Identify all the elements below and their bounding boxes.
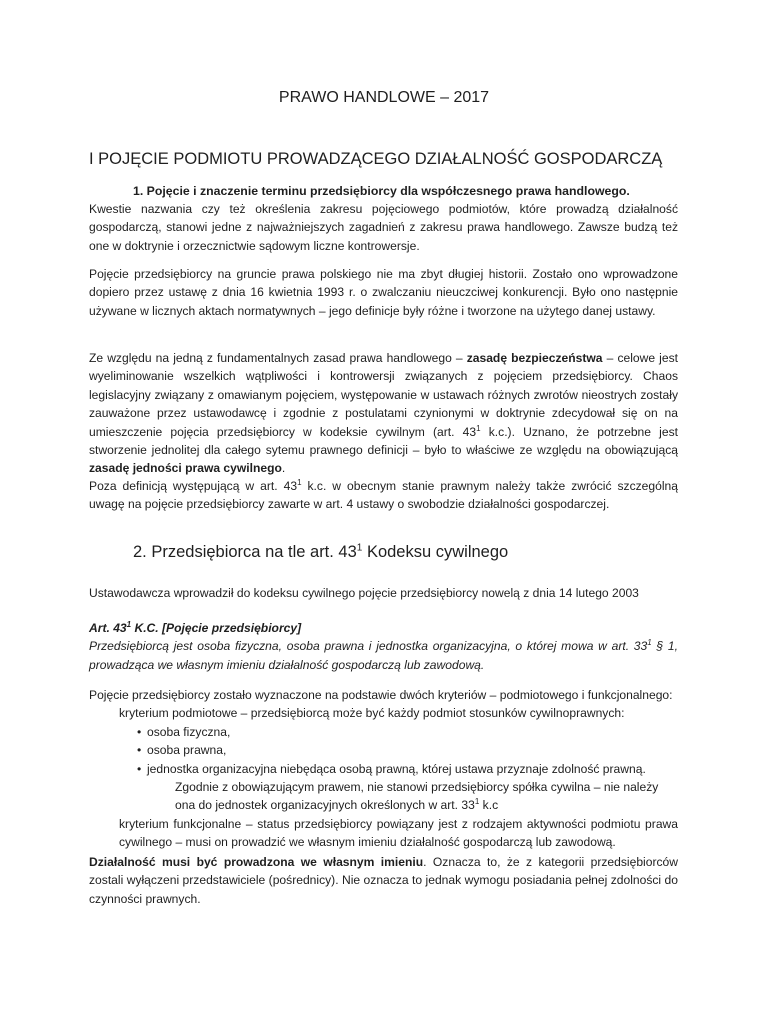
- document-title: PRAWO HANDLOWE – 2017: [278, 89, 490, 106]
- note-part-a: Zgodnie z obowiązującym prawem, nie stanowi przedsiębiorcy spółka cywilna – nie należy ona do jednostek organizacyjnych określonych w art. 33: [175, 780, 659, 813]
- section-2-heading-part-a: 2. Przedsiębiorca na tle art. 43: [133, 543, 357, 561]
- superscript: 1: [297, 477, 302, 487]
- paragraph-4: [89, 477, 678, 514]
- bullet-icon: •: [137, 743, 142, 758]
- paragraph-5: [89, 584, 678, 602]
- list-item-text: osoba prawna,: [147, 743, 227, 758]
- article-title: [89, 619, 678, 637]
- section-2-heading: [133, 543, 508, 562]
- superscript: 1: [474, 797, 480, 807]
- paragraph-4-text: [89, 477, 678, 514]
- article-text-part-a: Przedsiębiorcą jest osoba fizyczna, osoba prawna i jednostka organizacyjna, o której mowa w art. 33: [89, 639, 648, 654]
- paragraph-7: [89, 853, 678, 908]
- paragraph-5-text: Ustawodawcza wprowadził do kodeksu cywilnego pojęcie przedsiębiorcy nowelą z dnia 14 lutego 2003: [89, 586, 639, 600]
- subjects-list: [89, 723, 678, 778]
- section-2-heading-part-b: Kodeksu cywilnego: [362, 543, 509, 561]
- list-item: [137, 760, 678, 778]
- note-part-b: k.c: [479, 798, 499, 813]
- superscript: 1: [476, 423, 481, 433]
- superscript: 1: [126, 619, 132, 629]
- list-item: [137, 723, 678, 741]
- section-1-heading: I POJĘCIE PODMIOTU PROWADZĄCEGO DZIAŁALNOŚĆ GOSPODARCZĄ: [89, 150, 663, 168]
- paragraph-4-part-b: k.c. w obecnym stanie prawnym należy także zwrócić szczególną uwagę na pojęcie przedsiębiorcy zawarte w art. 4 ustawy o swobodzie działalności gospodarczej.: [89, 479, 678, 512]
- subsection-1-heading: 1. Pojęcie i znaczenie terminu przedsiębiorcy dla współczesnego prawa handlowego.: [133, 184, 630, 198]
- paragraph-3-part-c: – celowe jest wyeliminowanie wszelkich wątpliwości i kontrowersji związanych z pojęciem przedsiębiorcy. Chaos legislacyjny związany z omawianym pojęciem, występowanie w ustawach różnych zwrotów nieostrych zostały zauważone przez ustawodawcę i zgodnie z postulatami czynionymi w doktrynie zdecydował się on na umieszczenie pojęcia przedsiębiorcy w kodeksie cywilnym (art. 43: [89, 351, 678, 439]
- paragraph-3-text: [89, 349, 678, 478]
- paragraph-2-text: Pojęcie przedsiębiorcy na gruncie prawa polskiego nie ma zbyt długiej historii. Zostało ono wprowadzone dopiero przez ustawę z dnia 16 kwietnia 1993 r. o zwalczaniu nieuczciwej konkurencji. Było ono następnie używane w licznych aktach normatywnych – jego definicje były różne i tworzone na użytego danej ustawy.: [89, 267, 678, 318]
- article-text: [89, 637, 678, 674]
- own-name-requirement: Działalność musi być prowadzona we własnym imieniu: [89, 855, 424, 869]
- article-title-part-a: Art. 43: [89, 621, 127, 635]
- paragraph-7-part-b: . Oznacza to, że z kategorii przedsiębiorców zostali wyłączeni przedstawiciele (pośrednicy). Nie oznacza to jednak wymogu posiadania pełnej zdolności do czynności prawnych.: [89, 855, 678, 906]
- paragraph-4-part-a: Poza definicją występującą w art. 43: [89, 479, 298, 493]
- paragraph-1: [89, 200, 678, 255]
- criterion-functional: kryterium funkcjonalne – status przedsiębiorcy powiązany jest z rodzajem aktywności podmiotu prawa cywilnego – musi on prowadzić we własnym imieniu działalność gospodarczą lub zawodową.: [119, 816, 678, 850]
- paragraph-2: [89, 265, 678, 320]
- criterion-subjective: kryterium podmiotowe – przedsiębiorcą może być każdy podmiot stosunków cywilnoprawnych:: [119, 706, 625, 721]
- list-item: [137, 741, 678, 759]
- paragraph-7-text: [89, 853, 678, 908]
- paragraph-3-part-f: .: [281, 461, 286, 476]
- superscript: 1: [356, 542, 363, 554]
- list-item-text: jednostka organizacyjna niebędąca osobą prawną, której ustawa przyznaje zdolność prawną.: [147, 761, 646, 776]
- superscript: 1: [647, 638, 652, 648]
- bullet-icon: •: [137, 724, 142, 739]
- paragraph-6-text: Pojęcie przedsiębiorcy zostało wyznaczone na podstawie dwóch kryteriów – podmiotowego i funkcjonalnego:: [89, 688, 673, 702]
- paragraph-3-part-a: Ze względu na jedną z fundamentalnych zasad prawa handlowego –: [89, 351, 467, 365]
- principle-of-civil-law-unity: zasadę jedności prawa cywilnego: [89, 461, 282, 476]
- article-title-part-b: K.C. [Pojęcie przedsiębiorcy]: [131, 621, 302, 635]
- paragraph-1-text: Kwestie nazwania czy też określenia zakresu pojęciowego podmiotów, które prowadzą działalność gospodarczą, stanowi jedne z najważniejszych zagadnień z zakresu prawa handlowego. Zawsze budzą też one w doktrynie i orzecznictwie sądowym liczne kontrowersje.: [89, 202, 678, 253]
- bullet-icon: •: [137, 761, 142, 776]
- criteria-section: [89, 686, 678, 852]
- paragraph-3-part-d: k.c.). Uznano, że potrzebne jest stworzenie jednolitej dla całego sytemu prawnego definicji – było to właściwe ze względu na obowiązującą: [89, 424, 678, 458]
- article-quote: [89, 619, 678, 674]
- paragraph-3: [89, 349, 678, 478]
- list-item-text: osoba fizyczna,: [147, 724, 231, 739]
- article-text-part-b: § 1, prowadząca we własnym imieniu działalność gospodarczą lub zawodową.: [89, 639, 678, 672]
- principle-of-safety: zasadę bezpieczeństwa: [466, 351, 603, 365]
- civil-partnership-note: [89, 778, 678, 815]
